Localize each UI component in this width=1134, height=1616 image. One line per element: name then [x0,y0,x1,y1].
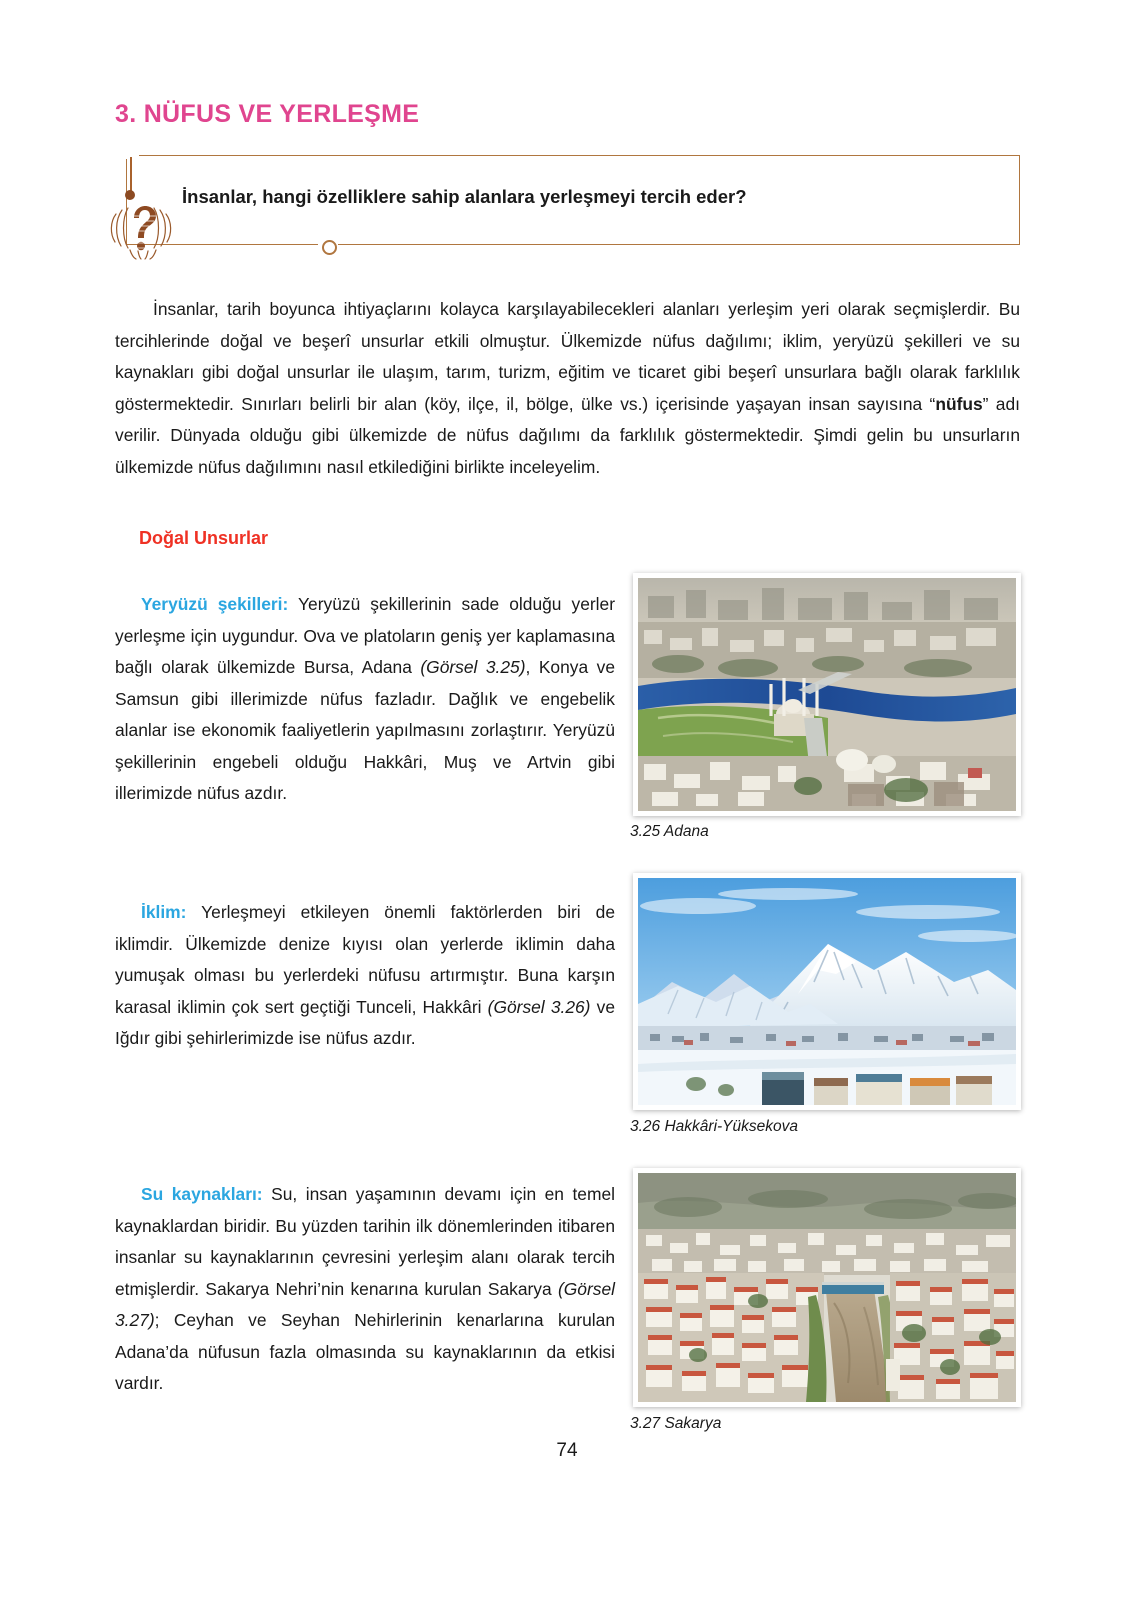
subheading-dogal-unsurlar: Doğal Unsurlar [139,528,269,548]
paragraph-iklim-part2: ve Iğdır gibi şehirlerimizde ise nüfus azdır. [115,996,615,1049]
paragraph-iklim [115,897,615,1055]
intro-paragraph [115,294,1020,483]
thinking-question-icon [104,188,182,260]
paragraph-su-part2: ; Ceyhan ve Seyhan Nehirlerinin kenarlarına kurulan Adana’da nüfusun fazla olmasında su kaynaklarının da etkisi vardır. [115,1310,615,1394]
callout-bottom-dot [322,240,337,255]
paragraph-iklim-part1: Yerleşmeyi etkileyen önemli faktörlerden biri de iklimdir. Ülkemizde denize kıyısı olan yerlerde iklimin daha yumuşak olması bu yerlerdeki nüfusu artırmıştır. Buna karşın karasal iklimin çok sert geçtiği Tunceli, Hakkâri [115,902,615,1017]
lead-in-yeryuzu: Yeryüzü şekilleri: [141,594,289,615]
figure-adana [633,573,1021,816]
intro-text-part1: İnsanlar, tarih boyunca ihtiyaçlarını kolayca karşılayabilecekleri alanları yerleşim yeri olarak seçmişlerdir. Bu tercihlerinde doğal ve beşerî unsurlar etkili olmuştur. Ülkemizde nüfus dağılımı; iklim, yeryüzü şekilleri ve su kaynakları gibi doğal unsurlar ile ulaşım, tarım, turizm, eğitim ve ticaret gibi beşerî unsurlara bağlı olarak farklılık göstermektedir. Sınırları belirli bir alan (köy, ilçe, il, bölge, ülke vs.) içerisinde yaşayan insan sayısına “ [115,299,1020,414]
paragraph-yeryuzu-part2: , Konya ve Samsun gibi illerimizde nüfus fazladır. Dağlık ve engebelik alanlar ise ekonomik faaliyetlerin yapılmasını zorlaştırır. Yeryüzü şekillerinin engebeli olduğu Hakkâri, Muş ve Artvin gibi illerimizde nüfus azdır. [115,657,615,804]
lead-in-iklim: İklim: [141,902,187,923]
paragraph-su-part1: Su, insan yaşamının devamı için en temel kaynaklardan biridir. Bu yüzden tarihin ilk dönemlerinden itibaren insanlar su kaynaklarının çevresini yerleşim alanı olarak tercih etmişlerdir. Sakarya Nehri’nin kenarına kurulan Sakarya [115,1184,615,1299]
paragraph-su-kaynaklari [115,1179,615,1400]
figure-reference-326: (Görsel 3.26) [487,996,591,1017]
paragraph-yeryuzu-sekilleri [115,589,615,810]
figure-sakarya-image [638,1173,1016,1402]
intro-bold-term: nüfus [935,393,983,414]
page-title: 3. NÜFUS VE YERLEŞME [115,100,420,128]
figure-caption-adana: 3.25 Adana [630,823,709,840]
lead-in-su-kaynaklari: Su kaynakları: [141,1184,263,1205]
figure-caption-hakkari: 3.26 Hakkâri-Yüksekova [630,1118,798,1135]
figure-adana-image [638,578,1016,811]
figure-hakkari-yuksekova [633,873,1021,1110]
figure-caption-sakarya: 3.27 Sakarya [630,1415,722,1432]
figure-reference-327: (Görsel 3.27) [115,1278,615,1331]
paragraph-yeryuzu-part1: Yeryüzü şekillerinin sade olduğu yerler yerleşme için uygundur. Ova ve platoların geniş yer kaplamasına bağlı olarak ülkemizde Bursa, Adana [115,594,615,678]
figure-hakkari-image [638,878,1016,1105]
figure-reference-325: (Görsel 3.25) [420,657,526,678]
callout-question-text: İnsanlar, hangi özelliklere sahip alanlara yerleşmeyi tercih eder? [182,186,747,207]
intro-text-part2: ” adı verilir. Dünyada olduğu gibi ülkemizde de nüfus dağılımı da farklılık göstermektedir. Şimdi gelin bu unsurların ülkemizde nüfus dağılımını nasıl etkilediğini birlikte inceleyelim. [115,393,1020,477]
page-number: 74 [556,1440,578,1461]
figure-sakarya [633,1168,1021,1407]
